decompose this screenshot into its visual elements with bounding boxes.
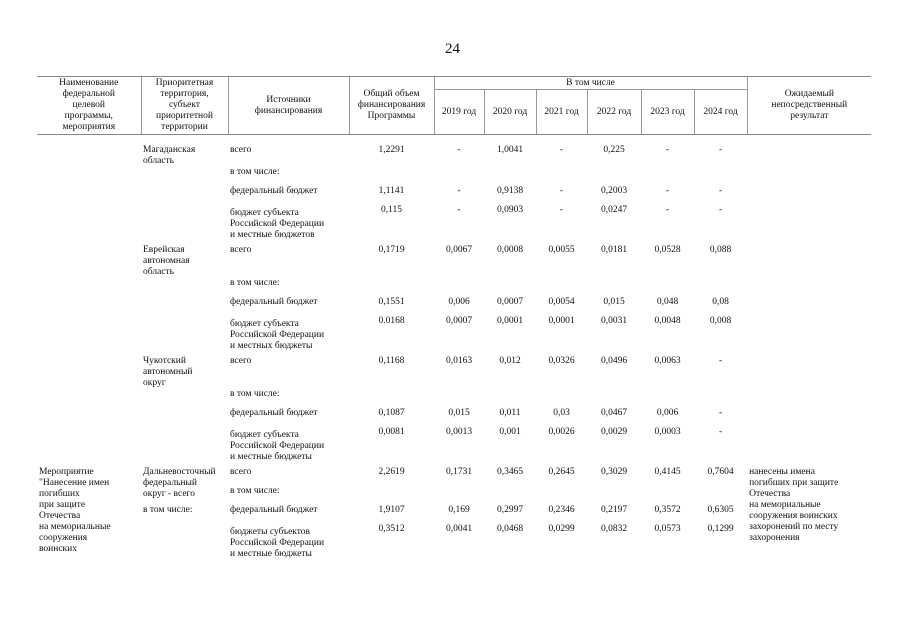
year-value-cell: 0,3572 <box>654 505 681 515</box>
year-value-cell: 0,0031 <box>600 316 628 326</box>
table-row <box>37 316 871 356</box>
source-cell: в том числе: <box>230 486 280 496</box>
result-cell <box>747 427 871 467</box>
year-value-cell <box>587 486 641 505</box>
total-cell: 1,1141 <box>378 186 405 196</box>
year-value-cell: 0,0007 <box>496 297 524 307</box>
total-cell: 2,2619 <box>378 467 405 477</box>
total-cell: 0,1551 <box>378 297 405 307</box>
year-value-cell: - <box>718 408 723 418</box>
year-value-cell: 0,006 <box>656 408 679 418</box>
year-value-cell: - <box>457 186 461 196</box>
source-cell: в том числе: <box>230 167 280 177</box>
program-name-cell <box>37 135 141 168</box>
source-cell: федеральный бюджет <box>230 297 318 307</box>
year-value-cell: 0,225 <box>603 145 625 155</box>
year-value-cell: 0,0003 <box>654 427 681 437</box>
territory-cell: Еврейская автономная область <box>143 245 190 277</box>
year-value-cell: - <box>718 186 723 196</box>
year-value-cell: 0,0063 <box>654 356 681 366</box>
year-value-cell: 0,0299 <box>548 524 575 534</box>
year-value-cell: 0,0467 <box>600 408 628 418</box>
year-value-cell: 0,0008 <box>496 245 524 255</box>
header-total: Общий объем финансирования Программы <box>349 77 434 135</box>
year-value-cell <box>694 167 747 186</box>
year-value-cell: - <box>457 145 461 155</box>
year-value-cell: 0,0832 <box>600 524 628 534</box>
table-row <box>37 427 871 467</box>
table-row <box>37 297 871 316</box>
year-value-cell: 0,0067 <box>445 245 473 255</box>
program-name-cell: Мероприятие "Нанесение имен погибших при защите Отечества на мемориальные сооружения воинских <box>39 467 111 554</box>
year-value-cell <box>641 486 694 505</box>
program-name-cell <box>37 167 141 186</box>
year-value-cell <box>536 278 587 297</box>
territory-cell <box>141 427 228 467</box>
header-year: 2019 год <box>434 90 484 135</box>
result-cell <box>747 356 871 389</box>
year-value-cell: - <box>665 145 670 155</box>
program-name-cell <box>37 278 141 297</box>
year-value-cell <box>694 486 747 505</box>
year-value-cell: 0,0007 <box>445 316 473 326</box>
year-value-cell <box>641 167 694 186</box>
program-name-cell <box>37 427 141 467</box>
year-value-cell: 0,0013 <box>445 427 473 437</box>
source-cell: всего <box>230 145 252 155</box>
result-cell <box>747 186 871 205</box>
source-cell: всего <box>230 245 252 255</box>
territory-cell <box>141 167 228 186</box>
year-value-cell: 0,9138 <box>496 186 524 196</box>
year-value-cell: 0,3029 <box>600 467 628 477</box>
year-value-cell: 0,2003 <box>600 186 628 196</box>
year-value-cell: - <box>559 186 564 196</box>
year-value-cell: 1,0041 <box>496 145 524 155</box>
year-value-cell <box>434 167 484 186</box>
year-value-cell <box>587 278 641 297</box>
territory-cell <box>141 389 228 408</box>
financing-table <box>37 76 871 564</box>
year-value-cell: 0,2346 <box>548 505 575 515</box>
year-value-cell: 0,1731 <box>445 467 473 477</box>
table-row <box>37 278 871 297</box>
year-value-cell: - <box>559 205 564 215</box>
program-name-cell <box>37 245 141 278</box>
year-value-cell: 0,006 <box>448 297 470 307</box>
total-cell <box>349 167 434 186</box>
year-value-cell <box>536 167 587 186</box>
source-cell: бюджет субъекта Российской Федерации и местные бюджетов <box>230 208 325 240</box>
year-value-cell: - <box>665 205 670 215</box>
year-value-cell: 0,0163 <box>445 356 473 366</box>
year-value-cell: - <box>718 205 723 215</box>
year-value-cell <box>587 167 641 186</box>
source-cell: всего <box>230 467 252 477</box>
total-cell: 1,9107 <box>378 505 405 515</box>
total-cell: 1,2291 <box>378 145 405 155</box>
year-value-cell <box>434 486 484 505</box>
year-value-cell: 0,008 <box>709 316 732 326</box>
source-cell: всего <box>230 356 252 366</box>
year-value-cell: 0,6305 <box>707 505 734 515</box>
result-cell <box>747 135 871 168</box>
year-value-cell: 0,0468 <box>496 524 524 534</box>
territory-cell <box>141 278 228 297</box>
year-value-cell <box>536 486 587 505</box>
year-value-cell: 0,0026 <box>548 427 575 437</box>
year-value-cell <box>641 278 694 297</box>
year-value-cell: 0,0326 <box>548 356 575 366</box>
total-cell: 0,0081 <box>378 427 405 437</box>
total-cell: 0,3512 <box>378 524 405 534</box>
header-year: 2020 год <box>484 90 536 135</box>
year-value-cell: 0,0181 <box>600 245 628 255</box>
year-value-cell: 0,012 <box>499 356 521 366</box>
result-cell <box>747 389 871 408</box>
source-cell: федеральный бюджет <box>230 186 318 196</box>
result-cell <box>747 245 871 278</box>
year-value-cell: 0,3465 <box>496 467 524 477</box>
year-value-cell <box>694 278 747 297</box>
year-value-cell: 0,0029 <box>600 427 628 437</box>
result-cell <box>747 297 871 316</box>
header-program-name: Наименование федеральной целевой программы, мероприятия <box>37 77 141 135</box>
header-year: 2024 год <box>694 90 747 135</box>
territory-cell: Чукотский автономный округ <box>143 356 193 388</box>
program-name-cell <box>37 408 141 427</box>
header-including: В том числе <box>434 77 747 90</box>
year-value-cell: 0,169 <box>448 505 470 515</box>
header-territory: Приоритетная территория, субъект приоритетной территории <box>141 77 228 135</box>
year-value-cell: 0,08 <box>712 297 729 307</box>
page-number: 24 <box>445 41 460 57</box>
year-value-cell: 0,048 <box>656 297 679 307</box>
year-value-cell <box>587 389 641 408</box>
table-row <box>37 356 871 389</box>
year-value-cell <box>694 389 747 408</box>
year-value-cell: 0,0048 <box>654 316 681 326</box>
table-row <box>37 389 871 408</box>
table-row <box>37 505 871 524</box>
result-cell <box>747 278 871 297</box>
total-cell <box>349 486 434 505</box>
year-value-cell <box>484 486 536 505</box>
year-value-cell: 0,0573 <box>654 524 681 534</box>
year-value-cell: - <box>718 356 723 366</box>
year-value-cell <box>484 389 536 408</box>
year-value-cell: 0,0055 <box>548 245 575 255</box>
program-name-cell <box>37 297 141 316</box>
table-row <box>37 467 871 486</box>
program-name-cell <box>37 186 141 205</box>
year-value-cell: 0,2997 <box>496 505 524 515</box>
year-value-cell: 0,4145 <box>654 467 681 477</box>
total-cell <box>349 389 434 408</box>
year-value-cell: 0,1299 <box>707 524 734 534</box>
territory-cell <box>141 205 228 245</box>
year-value-cell: - <box>559 145 564 155</box>
territory-cell <box>141 297 228 316</box>
year-value-cell: 0,011 <box>499 408 521 418</box>
table-body <box>37 135 871 565</box>
year-value-cell: 0,03 <box>553 408 570 418</box>
source-cell: бюджет субъекта Российской Федерации и местные бюджеты <box>230 430 325 462</box>
year-value-cell <box>641 389 694 408</box>
source-cell: бюджет субъекта Российской Федерации и местных бюджеты <box>230 319 325 351</box>
year-value-cell: 0,0054 <box>548 297 575 307</box>
year-value-cell <box>536 389 587 408</box>
total-cell: 0,1719 <box>378 245 405 255</box>
source-cell: федеральный бюджет <box>230 408 318 418</box>
year-value-cell <box>434 389 484 408</box>
territory-cell <box>141 408 228 427</box>
table-row <box>37 408 871 427</box>
total-cell: 0,115 <box>380 205 403 215</box>
year-value-cell: - <box>457 205 461 215</box>
year-value-cell: 0,0903 <box>496 205 524 215</box>
source-cell: бюджеты субъектов Российской Федерации и местные бюджеты <box>230 527 325 559</box>
year-value-cell <box>484 278 536 297</box>
source-cell: федеральный бюджет <box>230 505 318 515</box>
header-expected-result: Ожидаемый непосредственный результат <box>747 77 871 135</box>
territory-cell: Дальневосточный федеральный округ - всего <box>143 467 216 499</box>
table-row <box>37 205 871 245</box>
program-name-cell <box>37 389 141 408</box>
source-cell: в том числе: <box>230 278 280 288</box>
header-year: 2022 год <box>587 90 641 135</box>
program-name-cell <box>37 316 141 356</box>
result-cell <box>747 205 871 245</box>
year-value-cell <box>484 167 536 186</box>
result-cell <box>747 167 871 186</box>
result-cell <box>747 408 871 427</box>
total-cell: 0,1168 <box>378 356 405 366</box>
territory-cell <box>141 316 228 356</box>
year-value-cell: 0,2645 <box>548 467 575 477</box>
year-value-cell: - <box>718 145 723 155</box>
total-cell: 0.0168 <box>378 316 405 326</box>
territory-sub-cell: в том числе: <box>143 505 193 515</box>
total-cell: 0,1087 <box>378 408 405 418</box>
header-sources: Источники финансирования <box>228 77 349 135</box>
year-value-cell: 0,088 <box>709 245 732 255</box>
year-value-cell: 0,015 <box>448 408 470 418</box>
result-cell: нанесены имена погибших при защите Отечества на мемориальные сооружения воинских захоронений по месту захоронения <box>749 467 839 543</box>
year-value-cell: 0,001 <box>499 427 521 437</box>
territory-cell <box>141 186 228 205</box>
year-value-cell: - <box>718 427 723 437</box>
header-year: 2023 год <box>641 90 694 135</box>
year-value-cell: 0,2197 <box>600 505 628 515</box>
year-value-cell: 0,0528 <box>654 245 681 255</box>
total-cell <box>349 278 434 297</box>
year-value-cell: 0,0247 <box>600 205 628 215</box>
program-name-cell <box>37 356 141 389</box>
year-value-cell: - <box>665 186 670 196</box>
territory-cell: Магаданская область <box>143 145 196 166</box>
result-cell <box>747 316 871 356</box>
table-row <box>37 245 871 278</box>
table-row <box>37 135 871 168</box>
year-value-cell: 0,0496 <box>600 356 628 366</box>
year-value-cell <box>434 278 484 297</box>
table-row <box>37 167 871 186</box>
year-value-cell: 0,0041 <box>445 524 473 534</box>
year-value-cell: 0,0001 <box>496 316 524 326</box>
table-row <box>37 186 871 205</box>
program-name-cell <box>37 205 141 245</box>
year-value-cell: 0,0001 <box>548 316 575 326</box>
year-value-cell: 0,7604 <box>707 467 734 477</box>
year-value-cell: 0,015 <box>603 297 625 307</box>
header-year: 2021 год <box>536 90 587 135</box>
source-cell: в том числе: <box>230 389 280 399</box>
